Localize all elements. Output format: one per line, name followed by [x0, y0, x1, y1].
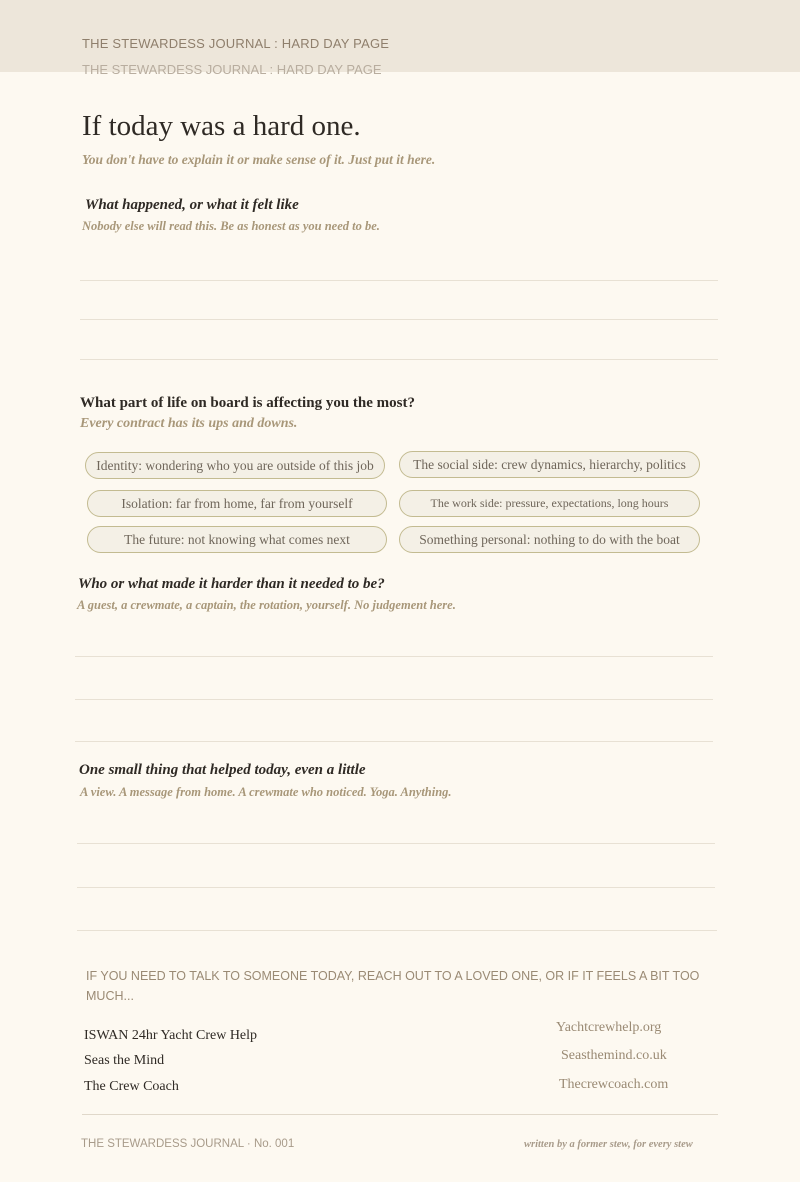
option-pill-isolation[interactable]: Isolation: far from home, far from yourself [87, 490, 387, 517]
option-pill-identity[interactable]: Identity: wondering who you are outside of this job [85, 452, 385, 479]
footer-divider [82, 1114, 718, 1115]
footer-journal-number: THE STEWARDESS JOURNAL · No. 001 [81, 1138, 295, 1150]
question-small-thing: One small thing that helped today, even a little [79, 762, 366, 778]
footer-tagline: written by a former stew, for every stew [524, 1139, 693, 1150]
writing-line[interactable] [77, 887, 715, 888]
writing-line[interactable] [80, 280, 718, 281]
writing-line[interactable] [77, 930, 717, 931]
contact-name-iswan: ISWAN 24hr Yacht Crew Help [84, 1028, 258, 1043]
option-pill-work[interactable]: The work side: pressure, expectations, long hours [399, 490, 700, 517]
header-title: THE STEWARDESS JOURNAL : HARD DAY PAGE [82, 36, 390, 51]
question-life-on-board: What part of life on board is affecting you the most? [80, 395, 415, 411]
hint-made-harder: A guest, a crewmate, a captain, the rotation, yourself. No judgement here. [77, 598, 456, 612]
question-made-harder: Who or what made it harder than it needed to be? [78, 576, 385, 592]
contact-link-thecrewcoach[interactable]: Thecrewcoach.com [559, 1077, 669, 1092]
writing-line[interactable] [77, 843, 715, 844]
hint-life-on-board: Every contract has its ups and downs. [80, 416, 298, 431]
support-notice: IF YOU NEED TO TALK TO SOMEONE TODAY, REACH OUT TO A LOVED ONE, OR IF IT FEELS A BIT TOO MUCH... [86, 969, 700, 1003]
hint-what-happened: Nobody else will read this. Be as honest as you need to be. [82, 219, 380, 233]
contact-link-yachtcrewhelp[interactable]: Yachtcrewhelp.org [556, 1020, 662, 1035]
page-subtitle: You don't have to explain it or make sense of it. Just put it here. [82, 152, 436, 167]
contact-name-seas-the-mind: Seas the Mind [84, 1053, 165, 1068]
writing-line[interactable] [80, 319, 718, 320]
contact-link-seasthemind[interactable]: Seasthemind.co.uk [561, 1048, 667, 1063]
question-what-happened: What happened, or what it felt like [85, 197, 299, 213]
hint-small-thing: A view. A message from home. A crewmate who noticed. Yoga. Anything. [80, 785, 452, 799]
page-title: If today was a hard one. [82, 110, 361, 142]
writing-line[interactable] [75, 699, 713, 700]
option-pill-social[interactable]: The social side: crew dynamics, hierarchy, politics [399, 451, 700, 478]
writing-line[interactable] [75, 656, 713, 657]
header-title-shadow: THE STEWARDESS JOURNAL : HARD DAY PAGE [82, 62, 382, 76]
contact-name-crew-coach: The Crew Coach [84, 1079, 179, 1094]
option-pill-future[interactable]: The future: not knowing what comes next [87, 526, 387, 553]
writing-line[interactable] [75, 741, 713, 742]
option-pill-personal[interactable]: Something personal: nothing to do with the boat [399, 526, 700, 553]
writing-line[interactable] [80, 359, 718, 360]
